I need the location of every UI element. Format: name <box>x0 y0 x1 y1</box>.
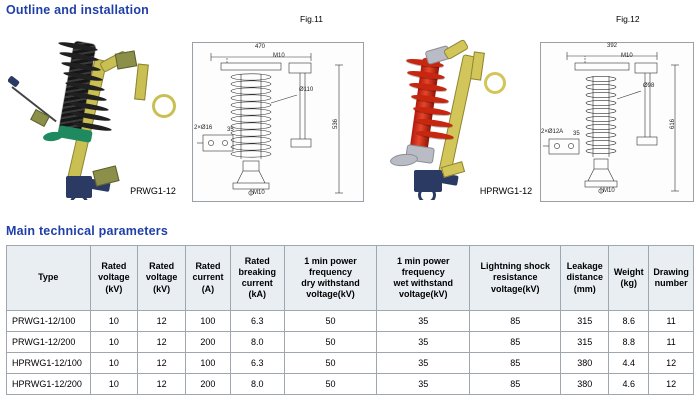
cell-leakage-distance: 380 <box>561 353 609 374</box>
figures-area <box>0 14 700 220</box>
cell-type: PRWG1-12/100 <box>7 311 91 332</box>
col-header-rated-breaking-current <box>230 246 284 311</box>
col-header-rated-voltage-2-l1: voltage <box>145 272 178 283</box>
col-header-leakage-distance-l2: (mm) <box>573 283 596 294</box>
col-header-wet-withstand <box>377 246 470 311</box>
cell-weight: 4.4 <box>609 353 649 374</box>
col-header-leakage-distance-l0: Leakage <box>566 261 603 272</box>
dimension-fig11-0: 470 <box>255 44 266 50</box>
cell-dry-withstand: 50 <box>284 374 377 395</box>
dimension-fig12-2: Ø98 <box>643 83 655 89</box>
photo-prwg1-12 <box>8 28 178 200</box>
col-header-dry-withstand-l1: dry withstand <box>301 278 360 288</box>
figure-caption-prwg1-12: PRWG1-12 <box>130 186 176 196</box>
cell-dry-withstand: 50 <box>284 311 377 332</box>
cell-type: HPRWG1-12/100 <box>7 353 91 374</box>
cell-wet-withstand: 35 <box>377 311 470 332</box>
cell-dry-withstand: 50 <box>284 332 377 353</box>
col-header-drawing-number-l1: number <box>654 278 688 288</box>
col-header-rated-current-l2: (A) <box>201 283 215 294</box>
col-header-rated-voltage-1 <box>90 246 138 311</box>
cell-drawing-number: 12 <box>649 374 694 395</box>
col-header-rated-voltage-1-l2: (kV) <box>105 283 123 294</box>
cell-weight: 4.6 <box>609 374 649 395</box>
cell-rated-voltage-2: 12 <box>138 311 186 332</box>
technical-drawing-fig12 <box>540 42 694 202</box>
parameters-table-wrap <box>6 245 694 395</box>
cell-drawing-number: 12 <box>649 353 694 374</box>
dimension-fig11-4: 2×Ø16 <box>194 125 213 131</box>
cell-lightning-shock: 85 <box>470 311 561 332</box>
dimension-fig11-1: M10 <box>273 53 285 59</box>
table-header-row <box>7 246 694 311</box>
cell-rated-breaking-current: 8.0 <box>230 374 284 395</box>
col-header-type <box>7 246 91 311</box>
col-header-wet-withstand-l0: 1 min power frequency <box>396 255 450 277</box>
table-row <box>7 311 694 332</box>
col-header-rated-breaking-current-l1: breaking <box>238 266 276 277</box>
dimension-fig12-6: M10 <box>603 188 615 194</box>
dimension-fig11-2: Ø110 <box>299 87 314 93</box>
col-header-rated-current <box>186 246 231 311</box>
dimension-fig12-1: M10 <box>621 53 633 59</box>
cell-rated-voltage-2: 12 <box>138 332 186 353</box>
table-head <box>7 246 694 311</box>
table-body <box>7 311 694 395</box>
cell-rated-current: 200 <box>186 374 231 395</box>
col-header-rated-voltage-2-l2: (kV) <box>153 283 171 294</box>
photo-hprwg1-12 <box>372 28 532 200</box>
parameters-table <box>6 245 694 395</box>
cell-rated-breaking-current: 6.3 <box>230 353 284 374</box>
technical-drawing-fig11 <box>192 42 364 202</box>
col-header-leakage-distance-l1: distance <box>566 272 604 283</box>
dimension-fig12-4: 2×Ø12A <box>541 129 564 135</box>
col-header-dry-withstand-l2: voltage(kV) <box>306 289 355 300</box>
col-header-rated-breaking-current-l2: current <box>241 278 273 288</box>
drawing-fig12-svg <box>541 43 691 199</box>
cell-rated-breaking-current: 6.3 <box>230 311 284 332</box>
dimension-fig12-5: 35 <box>573 131 580 137</box>
col-header-lightning-shock-l0: Lightning shock <box>480 261 550 272</box>
cell-lightning-shock: 85 <box>470 353 561 374</box>
col-header-lightning-shock-l1: resistance voltage(kV) <box>491 272 540 294</box>
col-header-leakage-distance <box>561 246 609 311</box>
cell-rated-current: 100 <box>186 311 231 332</box>
table-row <box>7 353 694 374</box>
cell-rated-voltage-1: 10 <box>90 311 138 332</box>
cell-lightning-shock: 85 <box>470 332 561 353</box>
cell-weight: 8.6 <box>609 311 649 332</box>
col-header-dry-withstand <box>284 246 377 311</box>
table-row <box>7 332 694 353</box>
col-header-weight-l1: (kg) <box>620 278 637 288</box>
col-header-dry-withstand-l0: 1 min power frequency <box>304 255 357 277</box>
col-header-rated-voltage-1-l0: Rated <box>101 261 127 272</box>
col-header-weight-l0: Weight <box>613 266 644 277</box>
dimension-fig12-0: 392 <box>607 43 618 49</box>
cell-wet-withstand: 35 <box>377 374 470 395</box>
cell-drawing-number: 11 <box>649 311 694 332</box>
col-header-rated-voltage-2 <box>138 246 186 311</box>
col-header-weight <box>609 246 649 311</box>
cell-rated-voltage-1: 10 <box>90 332 138 353</box>
col-header-drawing-number <box>649 246 694 311</box>
dimension-fig11-5: 35 <box>227 127 234 133</box>
cell-lightning-shock: 85 <box>470 374 561 395</box>
dimension-fig11-6: M10 <box>253 190 265 196</box>
cell-rated-voltage-2: 12 <box>138 374 186 395</box>
cell-leakage-distance: 380 <box>561 374 609 395</box>
col-header-wet-withstand-l2: voltage(kV) <box>398 289 448 300</box>
col-header-lightning-shock <box>470 246 561 311</box>
col-header-rated-breaking-current-l0: Rated <box>244 255 270 266</box>
figure-label-fig11: Fig.11 <box>300 14 323 24</box>
cell-leakage-distance: 315 <box>561 332 609 353</box>
cell-rated-current: 200 <box>186 332 231 353</box>
col-header-type-l0: Type <box>38 272 59 283</box>
cell-rated-voltage-2: 12 <box>138 353 186 374</box>
cell-dry-withstand: 50 <box>284 353 377 374</box>
cell-rated-breaking-current: 8.0 <box>230 332 284 353</box>
figure-caption-hprwg1-12: HPRWG1-12 <box>479 186 533 196</box>
col-header-drawing-number-l0: Drawing <box>653 266 689 277</box>
cell-weight: 8.8 <box>609 332 649 353</box>
cell-rated-voltage-1: 10 <box>90 353 138 374</box>
col-header-rated-breaking-current-l3: (kA) <box>248 289 266 300</box>
cell-rated-voltage-1: 10 <box>90 374 138 395</box>
cell-rated-current: 100 <box>186 353 231 374</box>
dimension-fig12-3: 616 <box>670 118 677 130</box>
cell-type: PRWG1-12/200 <box>7 332 91 353</box>
dimension-fig11-3: 536 <box>333 118 340 130</box>
cell-wet-withstand: 35 <box>377 332 470 353</box>
col-header-rated-voltage-1-l1: voltage <box>98 272 130 283</box>
cell-type: HPRWG1-12/200 <box>7 374 91 395</box>
col-header-rated-current-l0: Rated <box>195 261 221 272</box>
cell-drawing-number: 11 <box>649 332 694 353</box>
col-header-rated-voltage-2-l0: Rated <box>149 261 175 272</box>
col-header-wet-withstand-l1: wet withstand <box>393 278 453 288</box>
page-title-parameters: Main technical parameters <box>6 224 169 238</box>
table-row <box>7 374 694 395</box>
cell-wet-withstand: 35 <box>377 353 470 374</box>
page-title-outline: Outline and installation <box>6 3 150 17</box>
col-header-rated-current-l1: current <box>192 272 224 283</box>
cell-leakage-distance: 315 <box>561 311 609 332</box>
figure-label-fig12: Fig.12 <box>616 14 640 24</box>
